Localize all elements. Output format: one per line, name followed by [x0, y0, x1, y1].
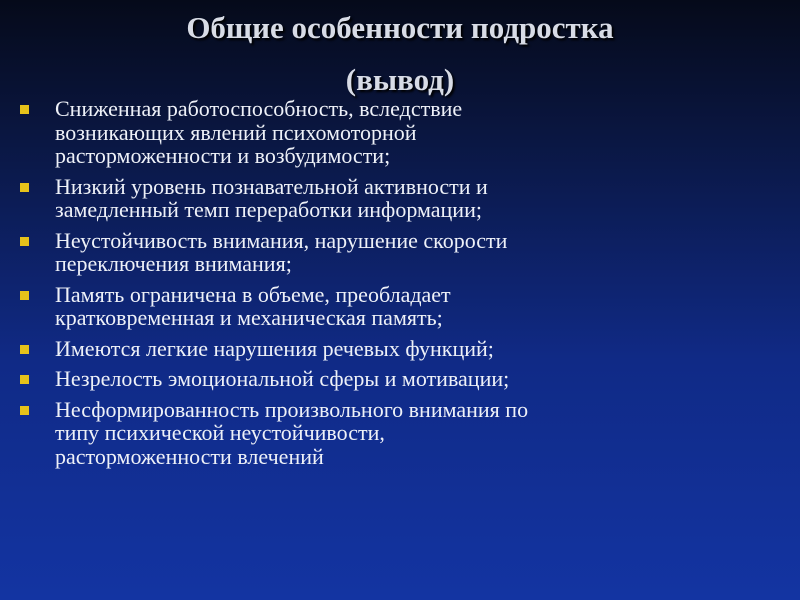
bullet-square-icon [20, 375, 29, 384]
bullet-text: Незрелость эмоциональной сферы и мотивации; [55, 366, 510, 391]
bullet-item [18, 367, 788, 391]
bullet-item [18, 337, 788, 361]
bullet-list [18, 97, 788, 475]
bullet-item [18, 229, 788, 276]
bullet-square-icon [20, 291, 29, 300]
bullet-text: Несформированность произвольного внимания по типу психической неустойчивости, расторможенности влечений [55, 396, 529, 469]
bullet-square-icon [20, 237, 29, 246]
bullet-square-icon [20, 345, 29, 354]
slide-title-line-1: Общие особенности подростка [186, 10, 614, 45]
bullet-text: Сниженная работоспособность, вследствие возникающих явлений психомоторной расторможенности и возбудимости; [55, 96, 463, 168]
bullet-item [18, 97, 788, 168]
bullet-text: Низкий уровень познавательной активности и замедленный темп переработки информации; [55, 173, 488, 222]
bullet-text: Неустойчивость внимания, нарушение скорости переключения внимания; [55, 227, 508, 276]
bullet-square-icon [20, 183, 29, 192]
bullet-text: Память ограничена в объеме, преобладает кратковременная и механическая память; [55, 281, 451, 330]
bullet-item [18, 175, 788, 222]
bullet-square-icon [20, 105, 29, 114]
bullet-text: Имеются легкие нарушения речевых функций; [55, 335, 494, 361]
slide-title [0, 2, 800, 106]
slide-title-line-2: (вывод) [345, 62, 455, 97]
bullet-item [18, 398, 788, 469]
bullet-square-icon [20, 406, 29, 415]
bullet-item [18, 283, 788, 330]
